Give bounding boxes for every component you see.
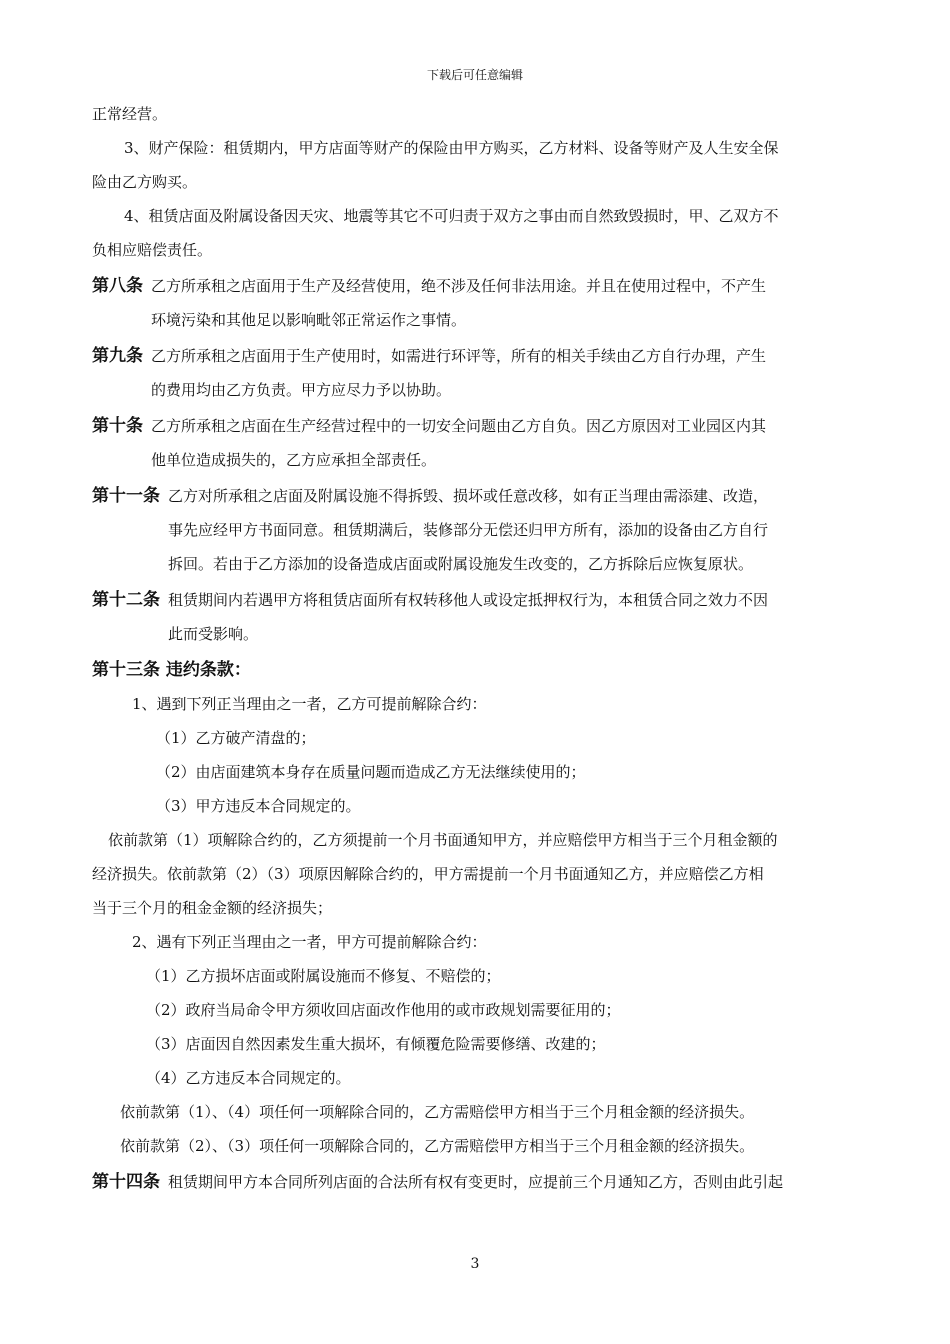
list-item: （4）乙方违反本合同规定的。 (146, 1069, 351, 1087)
article-label: 第十一条 (92, 486, 160, 506)
article-text: 的费用均由乙方负责。甲方应尽力予以协助。 (151, 381, 452, 399)
article-text: 乙方所承租之店面用于生产及经营使用，绝不涉及任何非法用途。并且在使用过程中，不产生 (151, 277, 767, 295)
paragraph: 4、租赁店面及附属设备因天灾、地震等其它不可归责于双方之事由而自然致毁损时，甲、乙双方不 (124, 207, 779, 225)
article-9 (92, 339, 860, 407)
document-body (92, 97, 860, 1199)
article-label: 第九条 (92, 346, 143, 366)
article-8 (92, 269, 860, 337)
article-13-heading: 第十三条 违约条款： (92, 660, 251, 680)
article-label: 第八条 (92, 276, 143, 296)
article-text: 此而受影响。 (168, 625, 259, 643)
article-label: 第十四条 (92, 1172, 160, 1192)
article-text: 租赁期间内若遇甲方将租赁店面所有权转移他人或设定抵押权行为，本租赁合同之效力不因 (168, 591, 769, 609)
article-text: 乙方对所承租之店面及附属设施不得拆毁、损坏或任意改移，如有正当理由需添建、改造， (168, 487, 769, 505)
paragraph: 负相应赔偿责任。 (92, 241, 213, 259)
list-item: （2）政府当局命令甲方须收回店面改作他用的或市政规划需要征用的； (146, 1001, 621, 1019)
page-number: 3 (470, 1256, 480, 1272)
article-12 (92, 583, 860, 651)
article-text: 乙方所承租之店面在生产经营过程中的一切安全问题由乙方自负。因乙方原因对工业园区内其 (151, 417, 767, 435)
list-item: （1）乙方破产清盘的； (156, 729, 316, 747)
article-10 (92, 409, 860, 477)
list-item: （1）乙方损坏店面或附属设施而不修复、不赔偿的； (146, 967, 501, 985)
paragraph: 经济损失。依前款第（2）（3）项原因解除合约的，甲方需提前一个月书面通知乙方，并应赔偿乙方相 (92, 865, 764, 883)
article-text: 事先应经甲方书面同意。租赁期满后，装修部分无偿还归甲方所有，添加的设备由乙方自行 (168, 521, 769, 539)
article-text: 他单位造成损失的，乙方应承担全部责任。 (151, 451, 437, 469)
article-14 (92, 1165, 860, 1199)
article-label: 第十条 (92, 416, 143, 436)
paragraph: 2、遇有下列正当理由之一者，甲方可提前解除合约： (132, 933, 487, 951)
list-item: （2）由店面建筑本身存在质量问题而造成乙方无法继续使用的； (156, 763, 586, 781)
page-header: 下载后可任意编辑 (426, 68, 523, 82)
article-text: 环境污染和其他足以影响毗邻正常运作之事情。 (151, 311, 467, 329)
paragraph: 依前款第（2）、（3）项任何一项解除合同的，乙方需赔偿甲方相当于三个月租金额的经济损失。 (120, 1137, 755, 1155)
paragraph: 险由乙方购买。 (92, 173, 198, 191)
article-11 (92, 479, 860, 581)
article-text: 租赁期间甲方本合同所列店面的合法所有权有变更时，应提前三个月通知乙方，否则由此引起 (168, 1173, 784, 1191)
paragraph: 当于三个月的租金金额的经济损失； (92, 899, 333, 917)
paragraph: 依前款第（1）项解除合约的，乙方须提前一个月书面通知甲方，并应赔偿甲方相当于三个月租金额的 (108, 831, 778, 849)
paragraph: 正常经营。 (92, 105, 168, 123)
paragraph: 3、财产保险：租赁期内，甲方店面等财产的保险由甲方购买，乙方材料、设备等财产及人生安全保 (124, 139, 779, 157)
article-label: 第十二条 (92, 590, 160, 610)
article-text: 拆回。若由于乙方添加的设备造成店面或附属设施发生改变的，乙方拆除后应恢复原状。 (168, 555, 754, 573)
paragraph: 依前款第（1）、（4）项任何一项解除合同的，乙方需赔偿甲方相当于三个月租金额的经济损失。 (120, 1103, 755, 1121)
article-text: 乙方所承租之店面用于生产使用时，如需进行环评等，所有的相关手续由乙方自行办理，产生 (151, 347, 767, 365)
list-item: （3）甲方违反本合同规定的。 (156, 797, 361, 815)
list-item: （3）店面因自然因素发生重大损坏，有倾覆危险需要修缮、改建的； (146, 1035, 606, 1053)
paragraph: 1、遇到下列正当理由之一者，乙方可提前解除合约： (132, 695, 487, 713)
